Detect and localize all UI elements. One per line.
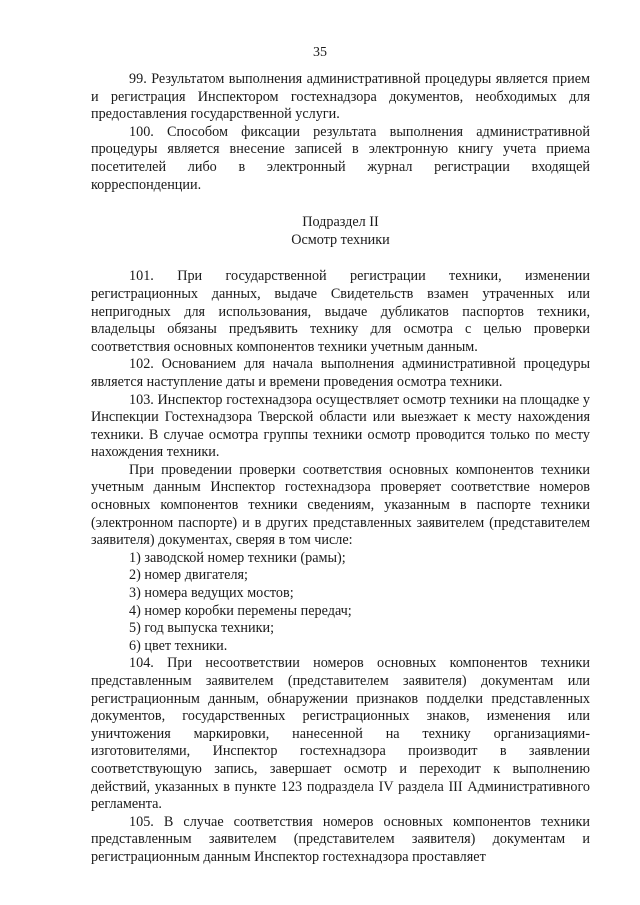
list-item-frame-number: 1) заводской номер техники (рамы); <box>129 549 346 566</box>
paragraph-102: 102. Основанием для начала выполнения административной процедуры является наступление даты и времени проведения осмотра техники. <box>91 356 590 390</box>
paragraph-103: 103. Инспектор гостехнадзора осуществляет осмотр техники на площадке у Инспекции Гостехнадзора Тверской области или выезжает к месту нахождения техники. В случае осмотра группы техники осмотр проводится только по месту нахождения техники. <box>91 391 590 461</box>
list-item-gearbox-number: 4) номер коробки перемены передач; <box>129 602 352 619</box>
paragraph-105: 105. В случае соответствия номеров основных компонентов техники представленным заявителем (представителем заявителя) документам и регистрационным данным Инспектор гостехнадзора проставляет <box>91 813 590 865</box>
subsection-heading <box>91 214 590 249</box>
list-item-manufacture-year: 5) год выпуска техники; <box>129 620 275 637</box>
paragraph-99: 99. Результатом выполнения административной процедуры является прием и регистрация Инспектором гостехнадзора документов, необходимых для предоставления государственной услуги. <box>91 71 590 123</box>
list-item-color: 6) цвет техники. <box>129 637 228 654</box>
paragraph-101: 101. При государственной регистрации техники, изменении регистрационных данных, выдаче Свидетельств взамен утраченных или непригодных для использования, выдаче дубликатов паспортов техники, владельцы обязаны предъявить технику для осмотра с целью проверки соответствия основных компонентов техники учетным данным. <box>91 268 590 355</box>
subsection-label: Подраздел II <box>302 214 379 231</box>
document-body <box>91 71 590 867</box>
paragraph-100: 100. Способом фиксации результата выполнения административной процедуры является внесение записей в электронную книгу учета приема посетителей либо в электронный журнал регистрации входящей корреспонденции. <box>91 123 590 193</box>
list-item-engine-number: 2) номер двигателя; <box>129 567 248 584</box>
page-number: 35 <box>313 45 327 60</box>
list-item-axle-numbers: 3) номера ведущих мостов; <box>129 585 294 602</box>
subsection-title: Осмотр техники <box>291 231 390 248</box>
paragraph-104: 104. При несоответствии номеров основных компонентов техники представленным заявителем (представителем заявителя) документам или регистрационным данным, обнаружении признаков подделки представленных документов, государственных регистрационных знаков, изменения или уничтожения маркировки, нанесенной на технику организациями-изготовителями, Инспектор гостехнадзора производит в заявлении соответствующую запись, завершает осмотр и переходит к выполнению действий, указанных в пункте 123 подраздела IV раздела III Административного регламента. <box>91 655 590 813</box>
paragraph-103-verification: При проведении проверки соответствия основных компонентов техники учетным данным Инспектор гостехнадзора проверяет соответствие номеров основных компонентов техники сведениям, указанным в паспорте техники (электронном паспорте) и в других представленных заявителем (представителем заявителя) документах, сверяя в том числе: <box>91 461 590 549</box>
